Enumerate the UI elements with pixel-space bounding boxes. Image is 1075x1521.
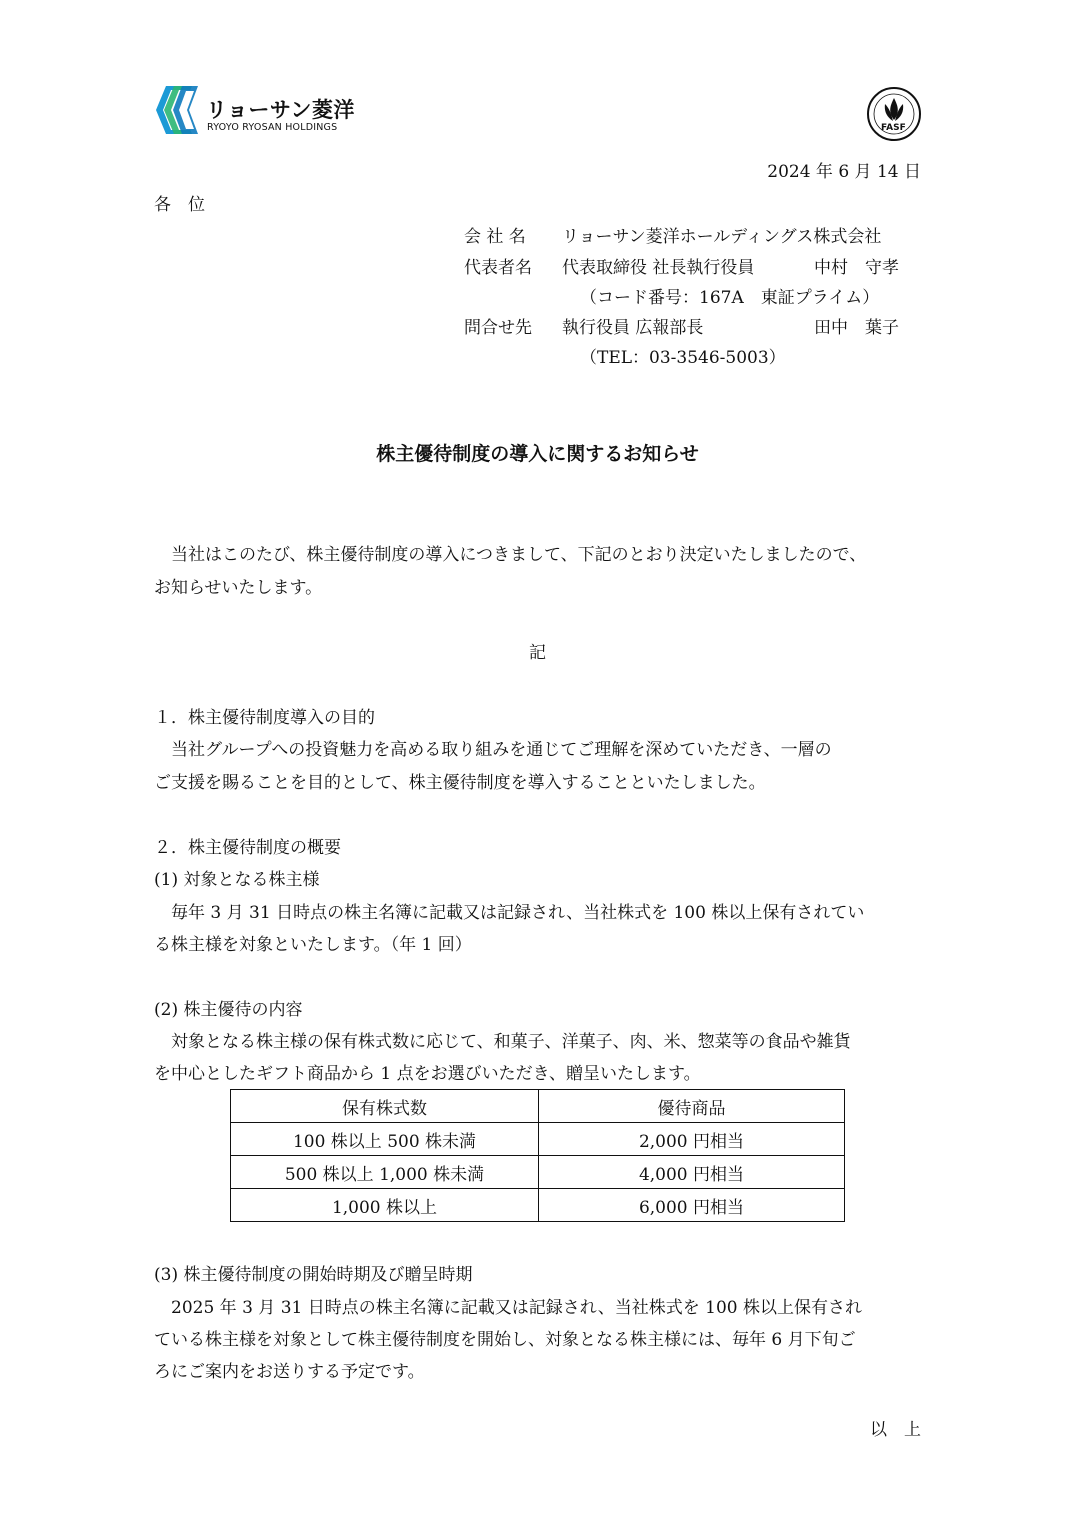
sender-phone: （TEL：03-3546-5003） <box>580 348 786 368</box>
section-2-3-line-2: ている株主様を対象として株主優待制度を開始し、対象となる株主様には、毎年 6 月下旬ご <box>154 1330 856 1350</box>
section-2-3-line-3: ろにご案内をお送りする予定です。 <box>154 1362 425 1382</box>
sender-contact-title: 執行役員 広報部長 <box>562 318 704 338</box>
benefits-table <box>230 1089 845 1222</box>
section-2-heading: ２．株主優待制度の概要 <box>154 838 341 858</box>
addressee: 各 位 <box>154 195 205 215</box>
table-cell-benefit: 4,000 円相当 <box>539 1156 845 1189</box>
fasf-seal-icon <box>866 86 922 142</box>
section-2-2-heading: (2) 株主優待の内容 <box>154 1000 303 1020</box>
table-row <box>231 1189 845 1222</box>
closing-mark: 以 上 <box>870 1420 921 1440</box>
table-header-shares: 保有株式数 <box>231 1090 539 1123</box>
sender-label-contact: 問合せ先 <box>464 318 532 338</box>
document-title: 株主優待制度の導入に関するお知らせ <box>376 443 699 465</box>
logo-sub-text: RYOYO RYOSAN HOLDINGS <box>207 122 338 133</box>
logo-main-text: リョーサン菱洋 <box>206 98 355 122</box>
intro-line-1: 当社はこのたび、株主優待制度の導入につきまして、下記のとおり決定いたしましたので、 <box>154 545 867 565</box>
section-2-3-heading: (3) 株主優待制度の開始時期及び贈呈時期 <box>154 1265 473 1285</box>
sender-contact-name: 田中 葉子 <box>814 318 899 338</box>
section-1-line-2: ご支援を賜ることを目的として、株主優待制度を導入することといたしました。 <box>154 773 766 793</box>
table-cell-shares: 500 株以上 1,000 株未満 <box>231 1156 539 1189</box>
section-2-1-line-1: 毎年 3 月 31 日時点の株主名簿に記載又は記録され、当社株式を 100 株以上保有されてい <box>154 903 865 923</box>
company-logo <box>154 84 354 136</box>
table-row <box>231 1156 845 1189</box>
table-header-row <box>231 1090 845 1123</box>
section-2-1-line-2: る株主様を対象といたします。（年 1 回） <box>154 935 472 955</box>
ryoyo-ryosan-logo-icon <box>154 84 200 136</box>
sender-label-representative: 代表者名 <box>464 258 532 278</box>
table-cell-shares: 1,000 株以上 <box>231 1189 539 1222</box>
sender-code-number: （コード番号：167A 東証プライム） <box>580 288 880 308</box>
ki-marker: 記 <box>529 643 546 663</box>
sender-company-name: リョーサン菱洋ホールディングス株式会社 <box>562 227 882 247</box>
fasf-seal <box>866 86 922 142</box>
section-1-line-1: 当社グループへの投資魅力を高める取り組みを通じてご理解を深めていただき、一層の <box>154 740 832 760</box>
section-2-2-line-1: 対象となる株主様の保有株式数に応じて、和菓子、洋菓子、肉、米、惣菜等の食品や雑貨 <box>154 1032 851 1052</box>
section-1-heading: １．株主優待制度導入の目的 <box>154 708 375 728</box>
table-cell-benefit: 6,000 円相当 <box>539 1189 845 1222</box>
intro-line-2: お知らせいたします。 <box>154 578 323 598</box>
table-header-benefit: 優待商品 <box>539 1090 845 1123</box>
table-cell-shares: 100 株以上 500 株未満 <box>231 1123 539 1156</box>
section-2-3-line-1: 2025 年 3 月 31 日時点の株主名簿に記載又は記録され、当社株式を 100 株以上保有され <box>154 1298 863 1318</box>
section-2-2-line-2: を中心としたギフト商品から 1 点をお選びいただき、贈呈いたします。 <box>154 1064 701 1084</box>
sender-representative-name: 中村 守孝 <box>814 258 899 278</box>
table-cell-benefit: 2,000 円相当 <box>539 1123 845 1156</box>
sender-representative-title: 代表取締役 社長執行役員 <box>562 258 755 278</box>
table-row <box>231 1123 845 1156</box>
section-2-1-heading: (1) 対象となる株主様 <box>154 870 320 890</box>
document-date: 2024 年 6 月 14 日 <box>767 162 921 182</box>
fasf-seal-text: FASF <box>881 123 906 133</box>
sender-label-company: 会 社 名 <box>464 227 526 247</box>
